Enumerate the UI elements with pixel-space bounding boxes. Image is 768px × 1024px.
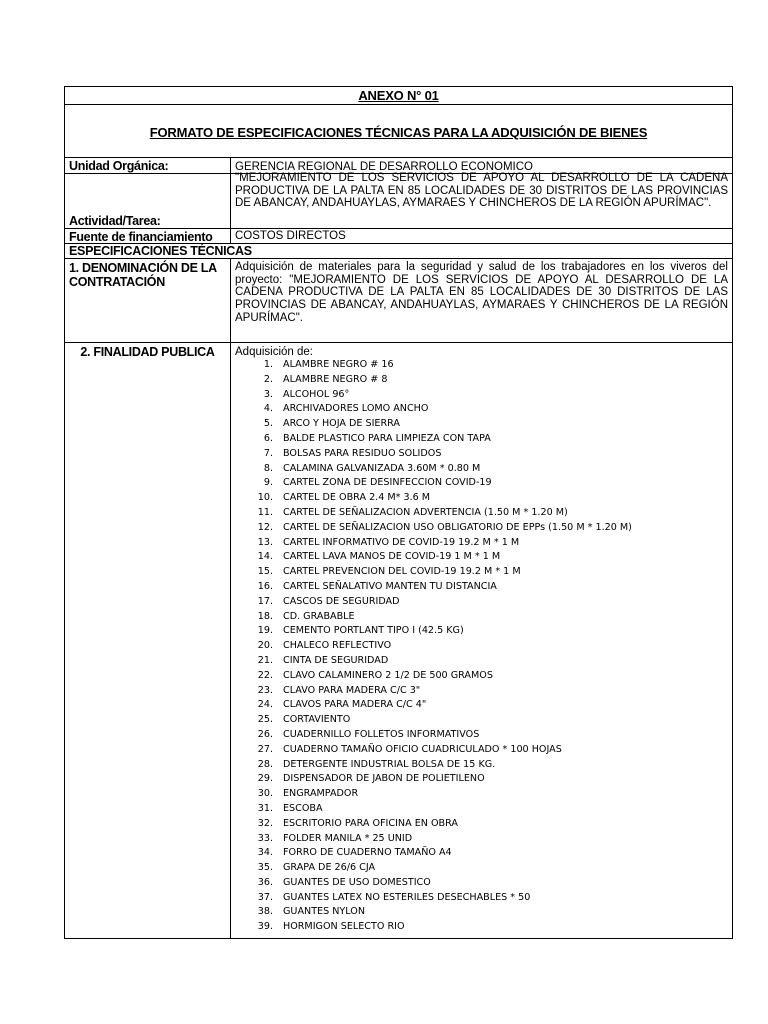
list-item-number: 10. bbox=[257, 492, 273, 504]
list-item bbox=[235, 728, 728, 743]
list-item-text: ESCRITORIO PARA OFICINA EN OBRA bbox=[283, 817, 458, 829]
list-item bbox=[235, 861, 728, 876]
item-list bbox=[235, 358, 728, 935]
list-item-text: FORRO DE CUADERNO TAMAÑO A4 bbox=[283, 847, 452, 859]
list-item bbox=[235, 373, 728, 388]
list-item-text: CHALECO REFLECTIVO bbox=[283, 640, 392, 652]
list-item bbox=[235, 891, 728, 906]
list-item-text: CARTEL DE SEÑALIZACION USO OBLIGATORIO DE EPPs (1.50 M * 1.20 M) bbox=[283, 521, 632, 533]
list-item-text: CLAVO PARA MADERA C/C 3" bbox=[283, 684, 421, 696]
list-item-text: CUADERNILLO FOLLETOS INFORMATIVOS bbox=[283, 728, 480, 740]
list-item bbox=[235, 506, 728, 521]
list-item-text: CARTEL ZONA DE DESINFECCION COVID-19 bbox=[283, 477, 492, 489]
list-item-text: ESCOBA bbox=[283, 802, 323, 814]
list-item-number: 31. bbox=[257, 802, 273, 814]
list-item bbox=[235, 624, 728, 639]
fuente-row bbox=[65, 229, 732, 244]
list-item-number: 32. bbox=[257, 817, 273, 829]
list-item-text: ENGRAMPADOR bbox=[283, 788, 359, 800]
list-item-text: CARTEL LAVA MANOS DE COVID-19 1 M * 1 M bbox=[283, 551, 501, 563]
list-item bbox=[235, 684, 728, 699]
list-item bbox=[235, 536, 728, 551]
list-item-text: CUADERNO TAMAÑO OFICIO CUADRICULADO * 100 HOJAS bbox=[283, 743, 562, 755]
list-item bbox=[235, 713, 728, 728]
finalidad-intro: Adquisición de: bbox=[235, 346, 313, 358]
list-item-number: 22. bbox=[257, 669, 273, 681]
list-item-number: 2. bbox=[263, 373, 273, 385]
list-item-number: 1. bbox=[263, 359, 273, 370]
list-item bbox=[235, 417, 728, 432]
list-item bbox=[235, 550, 728, 565]
list-item-number: 19. bbox=[257, 625, 273, 637]
list-item bbox=[235, 432, 728, 447]
fuente-value: COSTOS DIRECTOS bbox=[235, 230, 346, 242]
actividad-label: Actividad/Tarea: bbox=[69, 214, 161, 228]
list-item-number: 15. bbox=[257, 566, 273, 578]
list-item bbox=[235, 787, 728, 802]
list-item-number: 18. bbox=[257, 610, 273, 622]
list-item-text: GUANTES NYLON bbox=[283, 906, 366, 918]
list-item-number: 27. bbox=[257, 743, 273, 755]
list-item-number: 11. bbox=[257, 506, 273, 518]
list-item bbox=[235, 669, 728, 684]
list-item-number: 6. bbox=[263, 432, 273, 444]
list-item-text: CARTEL SEÑALATIVO MANTEN TU DISTANCIA bbox=[283, 580, 497, 592]
list-item-number: 17. bbox=[257, 595, 273, 607]
list-item bbox=[235, 817, 728, 832]
actividad-row bbox=[65, 174, 732, 229]
list-item-text: GRAPA DE 26/6 CJA bbox=[283, 862, 376, 874]
list-item-number: 14. bbox=[257, 551, 273, 563]
list-item-number: 37. bbox=[257, 891, 273, 903]
list-item-number: 28. bbox=[257, 758, 273, 770]
list-item bbox=[235, 758, 728, 773]
list-item-text: ARCO Y HOJA DE SIERRA bbox=[283, 418, 400, 430]
annex-title-row bbox=[65, 87, 732, 105]
list-item-text: CARTEL INFORMATIVO DE COVID-19 19.2 M * 1 M bbox=[283, 536, 520, 548]
list-item-number: 16. bbox=[257, 580, 273, 592]
list-item-number: 21. bbox=[257, 654, 273, 666]
list-item bbox=[235, 905, 728, 920]
list-item-text: ALAMBRE NEGRO # 16 bbox=[283, 359, 394, 370]
list-item bbox=[235, 832, 728, 847]
list-item bbox=[235, 402, 728, 417]
actividad-value: "MEJORAMIENTO DE LOS SERVICIOS DE APOYO AL DESARROLLO DE LA CADENA PRODUCTIVA DE LA PALTA EN 85 LOCALIDADES DE 30 DISTRITOS DE LAS PROVINCIAS DE ABANCAY, ANDAHUAYLAS, AYMARAES Y CHINCHEROS DE LA REGIÓN APURÍMAC". bbox=[235, 172, 728, 210]
list-item-number: 23. bbox=[257, 684, 273, 696]
list-item-text: CARTEL DE SEÑALIZACION ADVERTENCIA (1.50 M * 1.20 M) bbox=[283, 506, 568, 518]
list-item-text: CARTEL DE OBRA 2.4 M* 3.6 M bbox=[283, 492, 431, 504]
unidad-value: GERENCIA REGIONAL DE DESARROLLO ECONOMICO bbox=[235, 161, 533, 173]
list-item bbox=[235, 920, 728, 935]
list-item-text: DETERGENTE INDUSTRIAL BOLSA DE 15 KG. bbox=[283, 758, 496, 770]
list-item-number: 33. bbox=[257, 832, 273, 844]
finalidad-label: 2. FINALIDAD PUBLICA bbox=[65, 343, 231, 938]
list-item-text: DISPENSADOR DE JABON DE POLIETILENO bbox=[283, 773, 485, 785]
list-item bbox=[235, 802, 728, 817]
list-item bbox=[235, 846, 728, 861]
fuente-label: Fuente de financiamiento bbox=[65, 229, 231, 243]
actividad-label-cell bbox=[65, 174, 231, 228]
list-item-text: BALDE PLASTICO PARA LIMPIEZA CON TAPA bbox=[283, 432, 491, 444]
list-item-number: 30. bbox=[257, 788, 273, 800]
list-item bbox=[235, 595, 728, 610]
list-item-text: GUANTES DE USO DOMESTICO bbox=[283, 876, 431, 888]
list-item-number: 8. bbox=[263, 462, 273, 474]
list-item-text: CLAVOS PARA MADERA C/C 4" bbox=[283, 699, 427, 711]
list-item-number: 9. bbox=[263, 477, 273, 489]
list-item-text: CLAVO CALAMINERO 2 1/2 DE 500 GRAMOS bbox=[283, 669, 493, 681]
list-item-number: 34. bbox=[257, 847, 273, 859]
list-item bbox=[235, 772, 728, 787]
list-item-number: 35. bbox=[257, 862, 273, 874]
list-item-text: CEMENTO PORTLANT TIPO I (42.5 KG) bbox=[283, 625, 464, 637]
list-item-number: 12. bbox=[257, 521, 273, 533]
list-item bbox=[235, 521, 728, 536]
list-item-text: ALCOHOL 96° bbox=[283, 388, 350, 400]
denominacion-row bbox=[65, 259, 732, 343]
list-item bbox=[235, 358, 728, 373]
list-item-number: 4. bbox=[263, 403, 273, 415]
list-item-text: CORTAVIENTO bbox=[283, 714, 351, 726]
list-item-text: GUANTES LATEX NO ESTERILES DESECHABLES * 50 bbox=[283, 891, 531, 903]
list-item-number: 26. bbox=[257, 728, 273, 740]
list-item-text: CD. GRABABLE bbox=[283, 610, 355, 622]
list-item-number: 39. bbox=[257, 921, 273, 933]
list-item bbox=[235, 743, 728, 758]
list-item-text: FOLDER MANILA * 25 UNID bbox=[283, 832, 413, 844]
list-item bbox=[235, 876, 728, 891]
unidad-label: Unidad Orgánica: bbox=[65, 158, 231, 173]
list-item-text: BOLSAS PARA RESIDUO SOLIDOS bbox=[283, 447, 442, 459]
format-title-row bbox=[65, 105, 732, 158]
list-item bbox=[235, 462, 728, 477]
list-item-number: 29. bbox=[257, 773, 273, 785]
list-item-text: CALAMINA GALVANIZADA 3.60M * 0.80 M bbox=[283, 462, 481, 474]
list-item bbox=[235, 388, 728, 403]
list-item-text: CASCOS DE SEGURIDAD bbox=[283, 595, 400, 607]
list-item bbox=[235, 698, 728, 713]
finalidad-row bbox=[65, 343, 732, 939]
list-item-number: 24. bbox=[257, 699, 273, 711]
list-item bbox=[235, 447, 728, 462]
list-item-number: 25. bbox=[257, 714, 273, 726]
specification-table bbox=[64, 86, 733, 939]
list-item-number: 36. bbox=[257, 876, 273, 888]
format-title: FORMATO DE ESPECIFICACIONES TÉCNICAS PARA LA ADQUISICIÓN DE BIENES bbox=[149, 125, 648, 140]
list-item-number: 20. bbox=[257, 640, 273, 652]
especificaciones-heading: ESPECIFICACIONES TÉCNICAS bbox=[65, 244, 732, 259]
list-item bbox=[235, 491, 728, 506]
denominacion-label: 1. DENOMINACIÓN DE LA CONTRATACIÓN bbox=[65, 259, 231, 342]
list-item-number: 38. bbox=[257, 906, 273, 918]
list-item-number: 13. bbox=[257, 536, 273, 548]
list-item bbox=[235, 654, 728, 669]
list-item-number: 5. bbox=[263, 418, 273, 430]
list-item bbox=[235, 476, 728, 491]
list-item-text: ARCHIVADORES LOMO ANCHO bbox=[283, 403, 429, 415]
list-item bbox=[235, 580, 728, 595]
list-item-number: 3. bbox=[263, 388, 273, 400]
list-item bbox=[235, 610, 728, 625]
finalidad-value bbox=[231, 343, 732, 938]
annex-title: ANEXO N° 01 bbox=[358, 88, 439, 103]
denominacion-value: Adquisición de materiales para la seguridad y salud de los trabajadores en los viveros del proyecto: "MEJORAMIENTO DE LOS SERVICIOS DE APOYO AL DESARROLLO DE LA CADENA PRODUCTIVA DE LA PALTA EN 85 LOCALIDADES DE 30 DISTRITOS DE LAS PROVINCIAS DE ABANCAY, ANDAHUAYLAS, AYMARAES Y CHINCHEROS DE LA REGIÓN APURÍMAC". bbox=[235, 261, 728, 324]
list-item bbox=[235, 565, 728, 580]
list-item-text: CARTEL PREVENCION DEL COVID-19 19.2 M * 1 M bbox=[283, 566, 521, 578]
list-item-text: ALAMBRE NEGRO # 8 bbox=[283, 373, 388, 385]
list-item-text: CINTA DE SEGURIDAD bbox=[283, 654, 389, 666]
list-item-number: 7. bbox=[263, 447, 273, 459]
list-item-text: HORMIGON SELECTO RIO bbox=[283, 921, 405, 933]
list-item bbox=[235, 639, 728, 654]
